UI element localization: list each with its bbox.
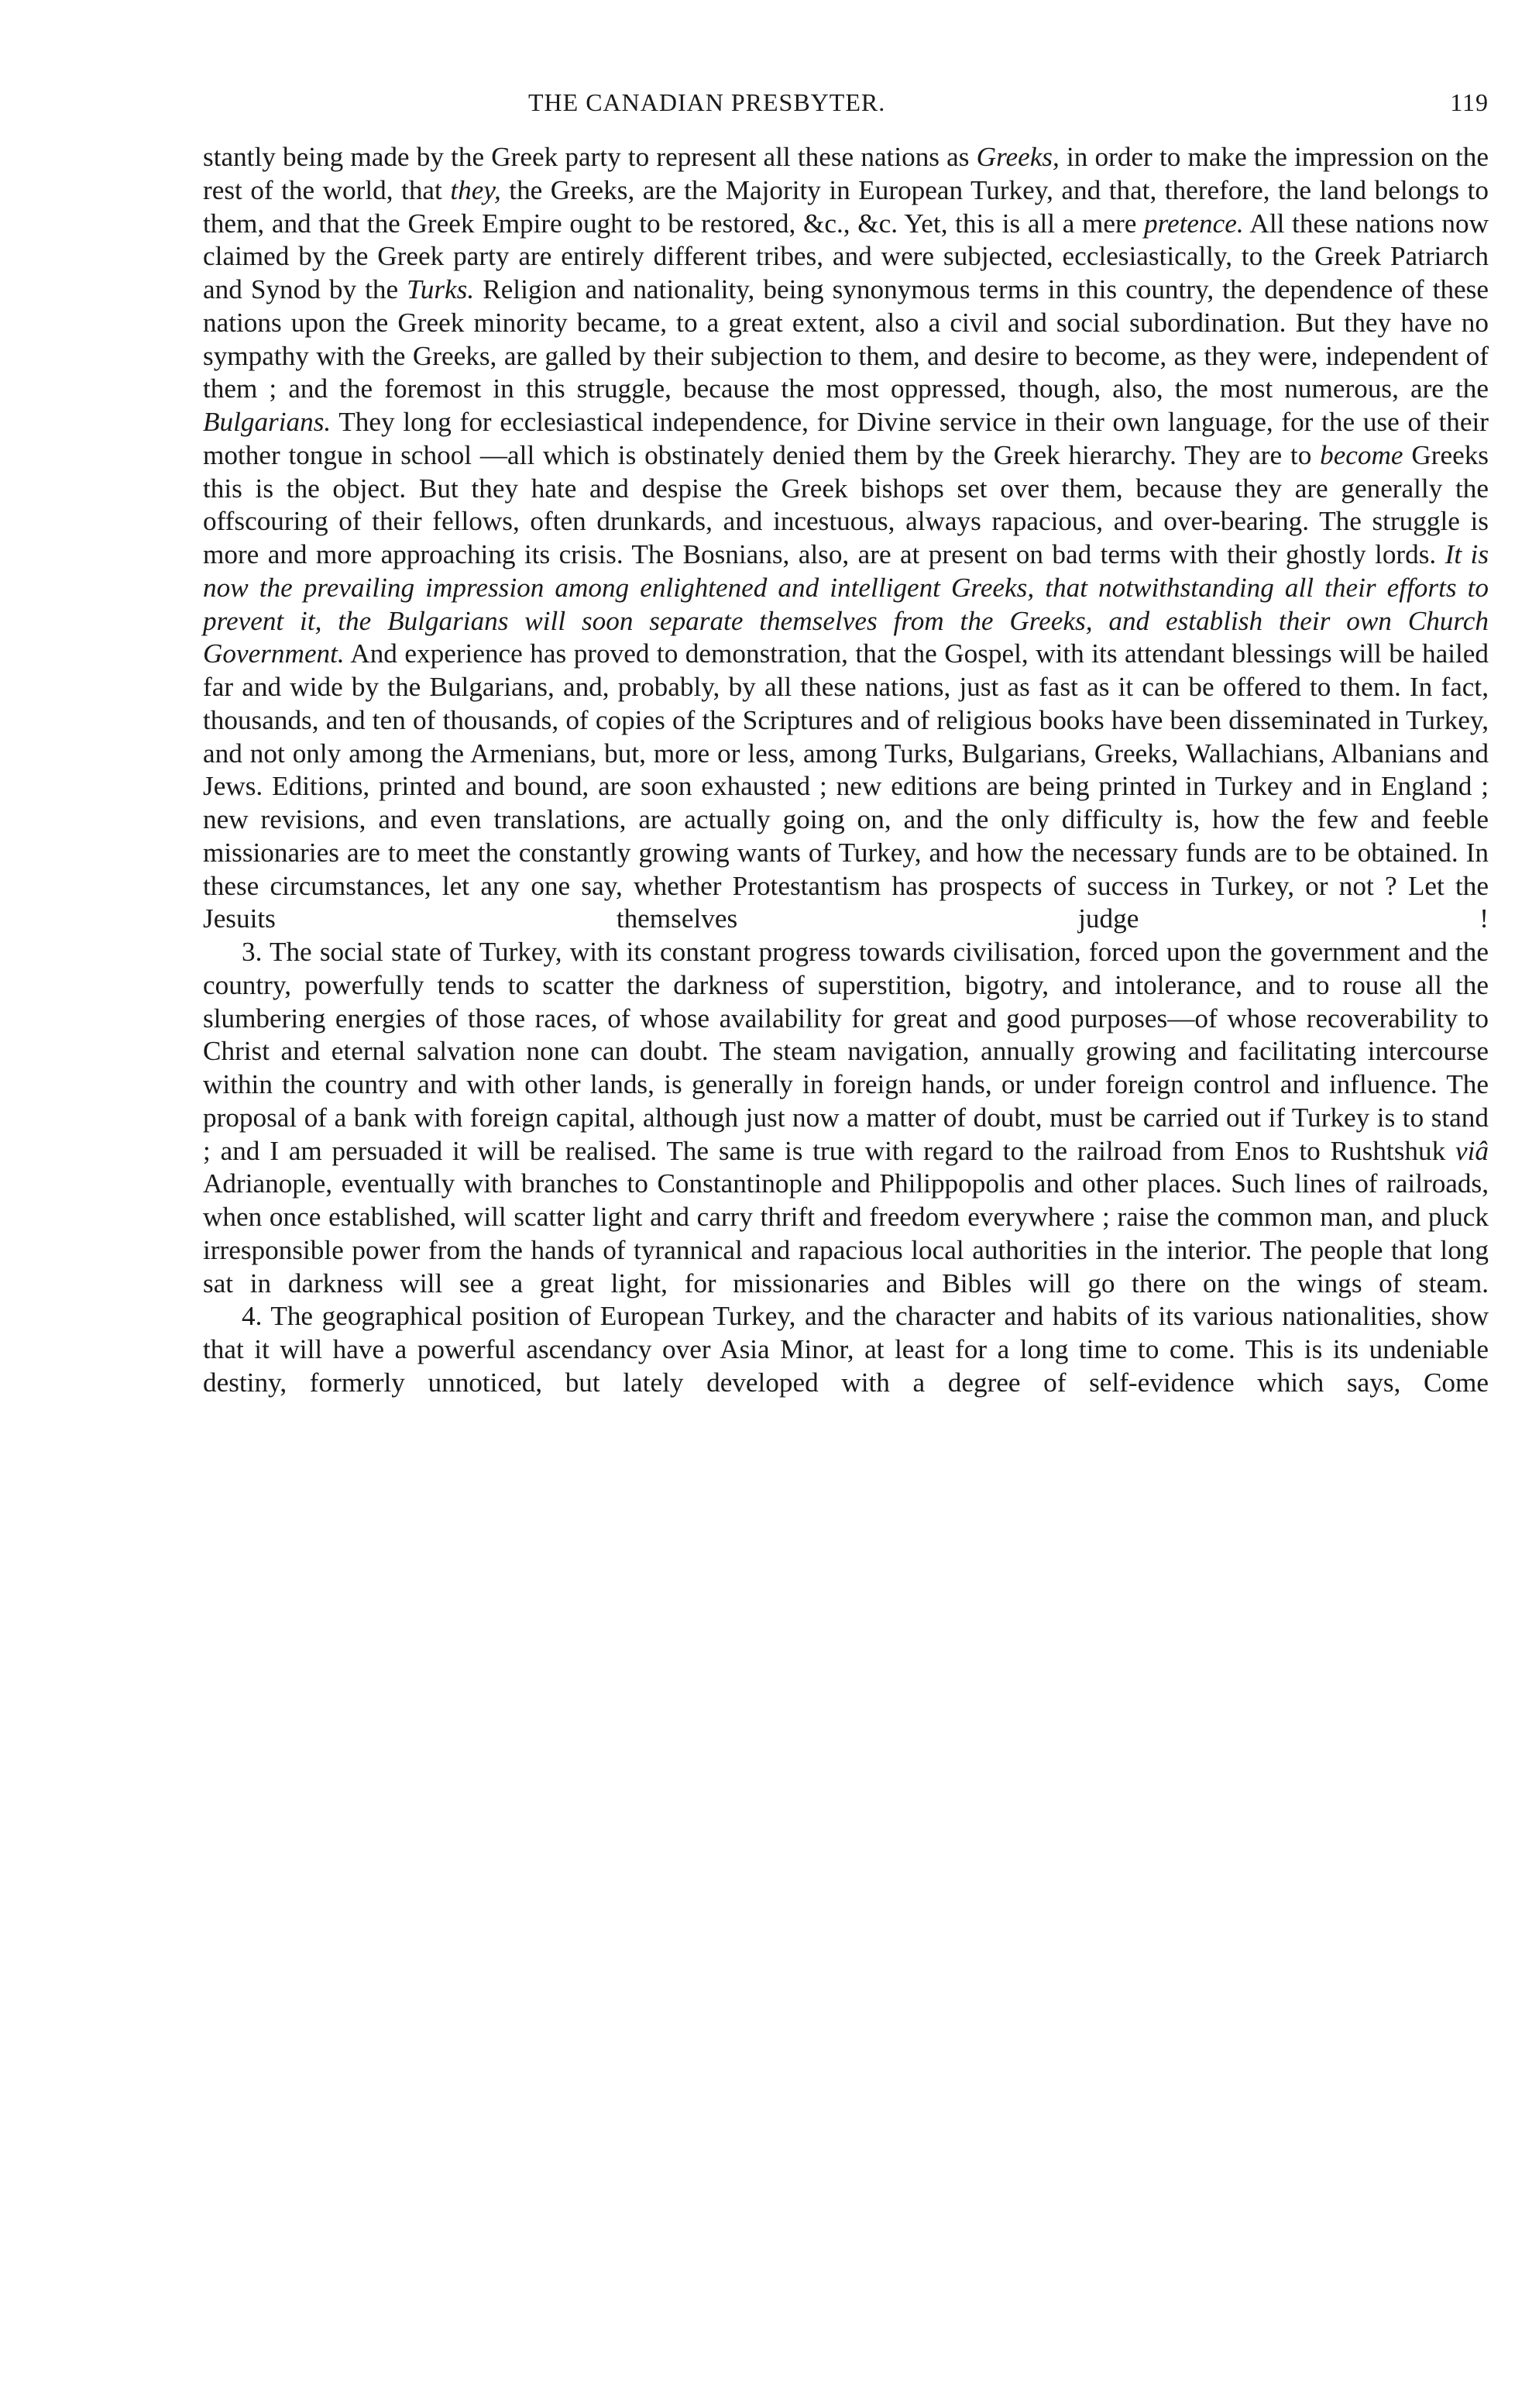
italic-text-run: Bulgarians. [203, 407, 332, 437]
text-run: Adrianople, eventually with branches to Constantinople and Philippopolis and other places. Such lines of railroads, when once established, will scatter light and carry thrift and freedom everywhere ; raise the common man, and pluck irresponsible power from the hands of tyrannical and rapacious local authorities in the interior. The people that long sat in darkness will see a great light, for missionaries and Bibles will go there on the wings of steam. [203, 1168, 1489, 1299]
italic-text-run: It is now the prevailing impression among enlightened and intelligent Greeks, that notwithstanding all their efforts to prevent it, the Bulgarians will soon separate themselves from the Greeks, and establish their own Church Government. [203, 539, 1489, 669]
page-header [203, 85, 1489, 132]
italic-text-run: become [1320, 439, 1403, 470]
italic-text-run: they, [450, 174, 501, 205]
text-run: And experience has proved to demonstration, that the Gospel, with its attendant blessings will be hailed far and wide by the Bulgarians, and, probably, by all these nations, just as fast as it can be offered to them. In fact, thousands, and ten of thousands, of copies of the Scriptures and of religious books have been disseminated in Turkey, and not only among the Armenians, but, more or less, among Turks, Bulgarians, Greeks, Wallachians, Albanians and Jews. Editions, printed and bound, are soon exhausted ; new editions are being printed in Turkey and in England ; new revisions, and even translations, are actually going on, and the only difficulty is, how the few and feeble missionaries are to meet the constantly growing wants of Turkey, and how the necessary funds are to be obtained. In these circumstances, let any one say, whether Protestantism has prospects of success in Turkey, or not ? Let the Jesuits themselves judge ! [203, 638, 1489, 934]
page [203, 85, 1489, 1400]
italic-text-run: Turks. [407, 274, 475, 304]
text-run: stantly being made by the Greek party to represent all these nations as [203, 142, 977, 172]
text-run: in order to make the impression on the rest of the world, that [203, 142, 1489, 205]
page-number: 119 [1450, 88, 1489, 116]
running-title: THE CANADIAN PRESBYTER. [528, 88, 886, 116]
text-run: They long for ecclesiastical independence, for Divine service in their own language, for the use of their mother tongue in school —all which is obstinately denied them by the Greek hierarchy. They are to [203, 407, 1489, 470]
paragraph-continuation [203, 141, 1489, 936]
paragraph-point-4 [203, 1300, 1489, 1399]
text-run: Greeks this is the object. But they hate and despise the Greek bishops set over them, because they are generally the offscouring of their fellows, often drunkards, and incestuous, always rapacious, and over-bearing. The struggle is more and more approaching its crisis. The Bosnians, also, are at present on bad terms with their ghostly lords. [203, 439, 1489, 569]
article-body [203, 141, 1489, 1400]
italic-text-run: pretence. [1144, 208, 1244, 239]
text-run: 3. The social state of Turkey, with its constant progress towards civilisation, forced upon the government and the country, powerfully tends to scatter the darkness of superstition, bigotry, and intolerance, and to rouse all the slumbering energies of those races, of whose availability for great and good purposes—of whose recoverability to Christ and eternal salvation none can doubt. The steam navigation, annually growing and facilitating intercourse within the country and with other lands, is generally in foreign hands, or under foreign control and influence. The proposal of a bank with foreign capital, although just now a matter of doubt, must be carried out if Turkey is to stand ; and I am persuaded it will be realised. The same is true with regard to the railroad from Enos to Rushtshuk [203, 937, 1489, 1166]
text-run: the Greeks, are the Majority in European Turkey, and that, therefore, the land belongs to them, and that the Greek Empire ought to be restored, &c., &c. Yet, this is all a mere [203, 174, 1489, 239]
paragraph-point-3 [203, 936, 1489, 1300]
text-run: All these nations now claimed by the Greek party are entirely different tribes, and were subjected, ecclesiastically, to the Greek Patriarch and Synod by the [203, 208, 1489, 304]
text-run: 4. The geographical position of European Turkey, and the character and habits of its various nationalities, show that it will have a powerful ascendancy over Asia Minor, at least for a long time to come. This is its undeniable destiny, formerly unnoticed, but lately developed with a degree of self-evidence which says, Come [203, 1301, 1489, 1398]
italic-text-run: Greeks, [976, 142, 1060, 172]
text-run: Religion and nationality, being synonymous terms in this country, the dependence of these nations upon the Greek minority became, to a great extent, also a civil and social subordination. But they have no sympathy with the Greeks, are galled by their subjection to them, and desire to become, as they were, independent of them ; and the foremost in this struggle, because the most oppressed, though, also, the most numerous, are the [203, 274, 1489, 404]
italic-text-run: viâ [1455, 1135, 1489, 1166]
